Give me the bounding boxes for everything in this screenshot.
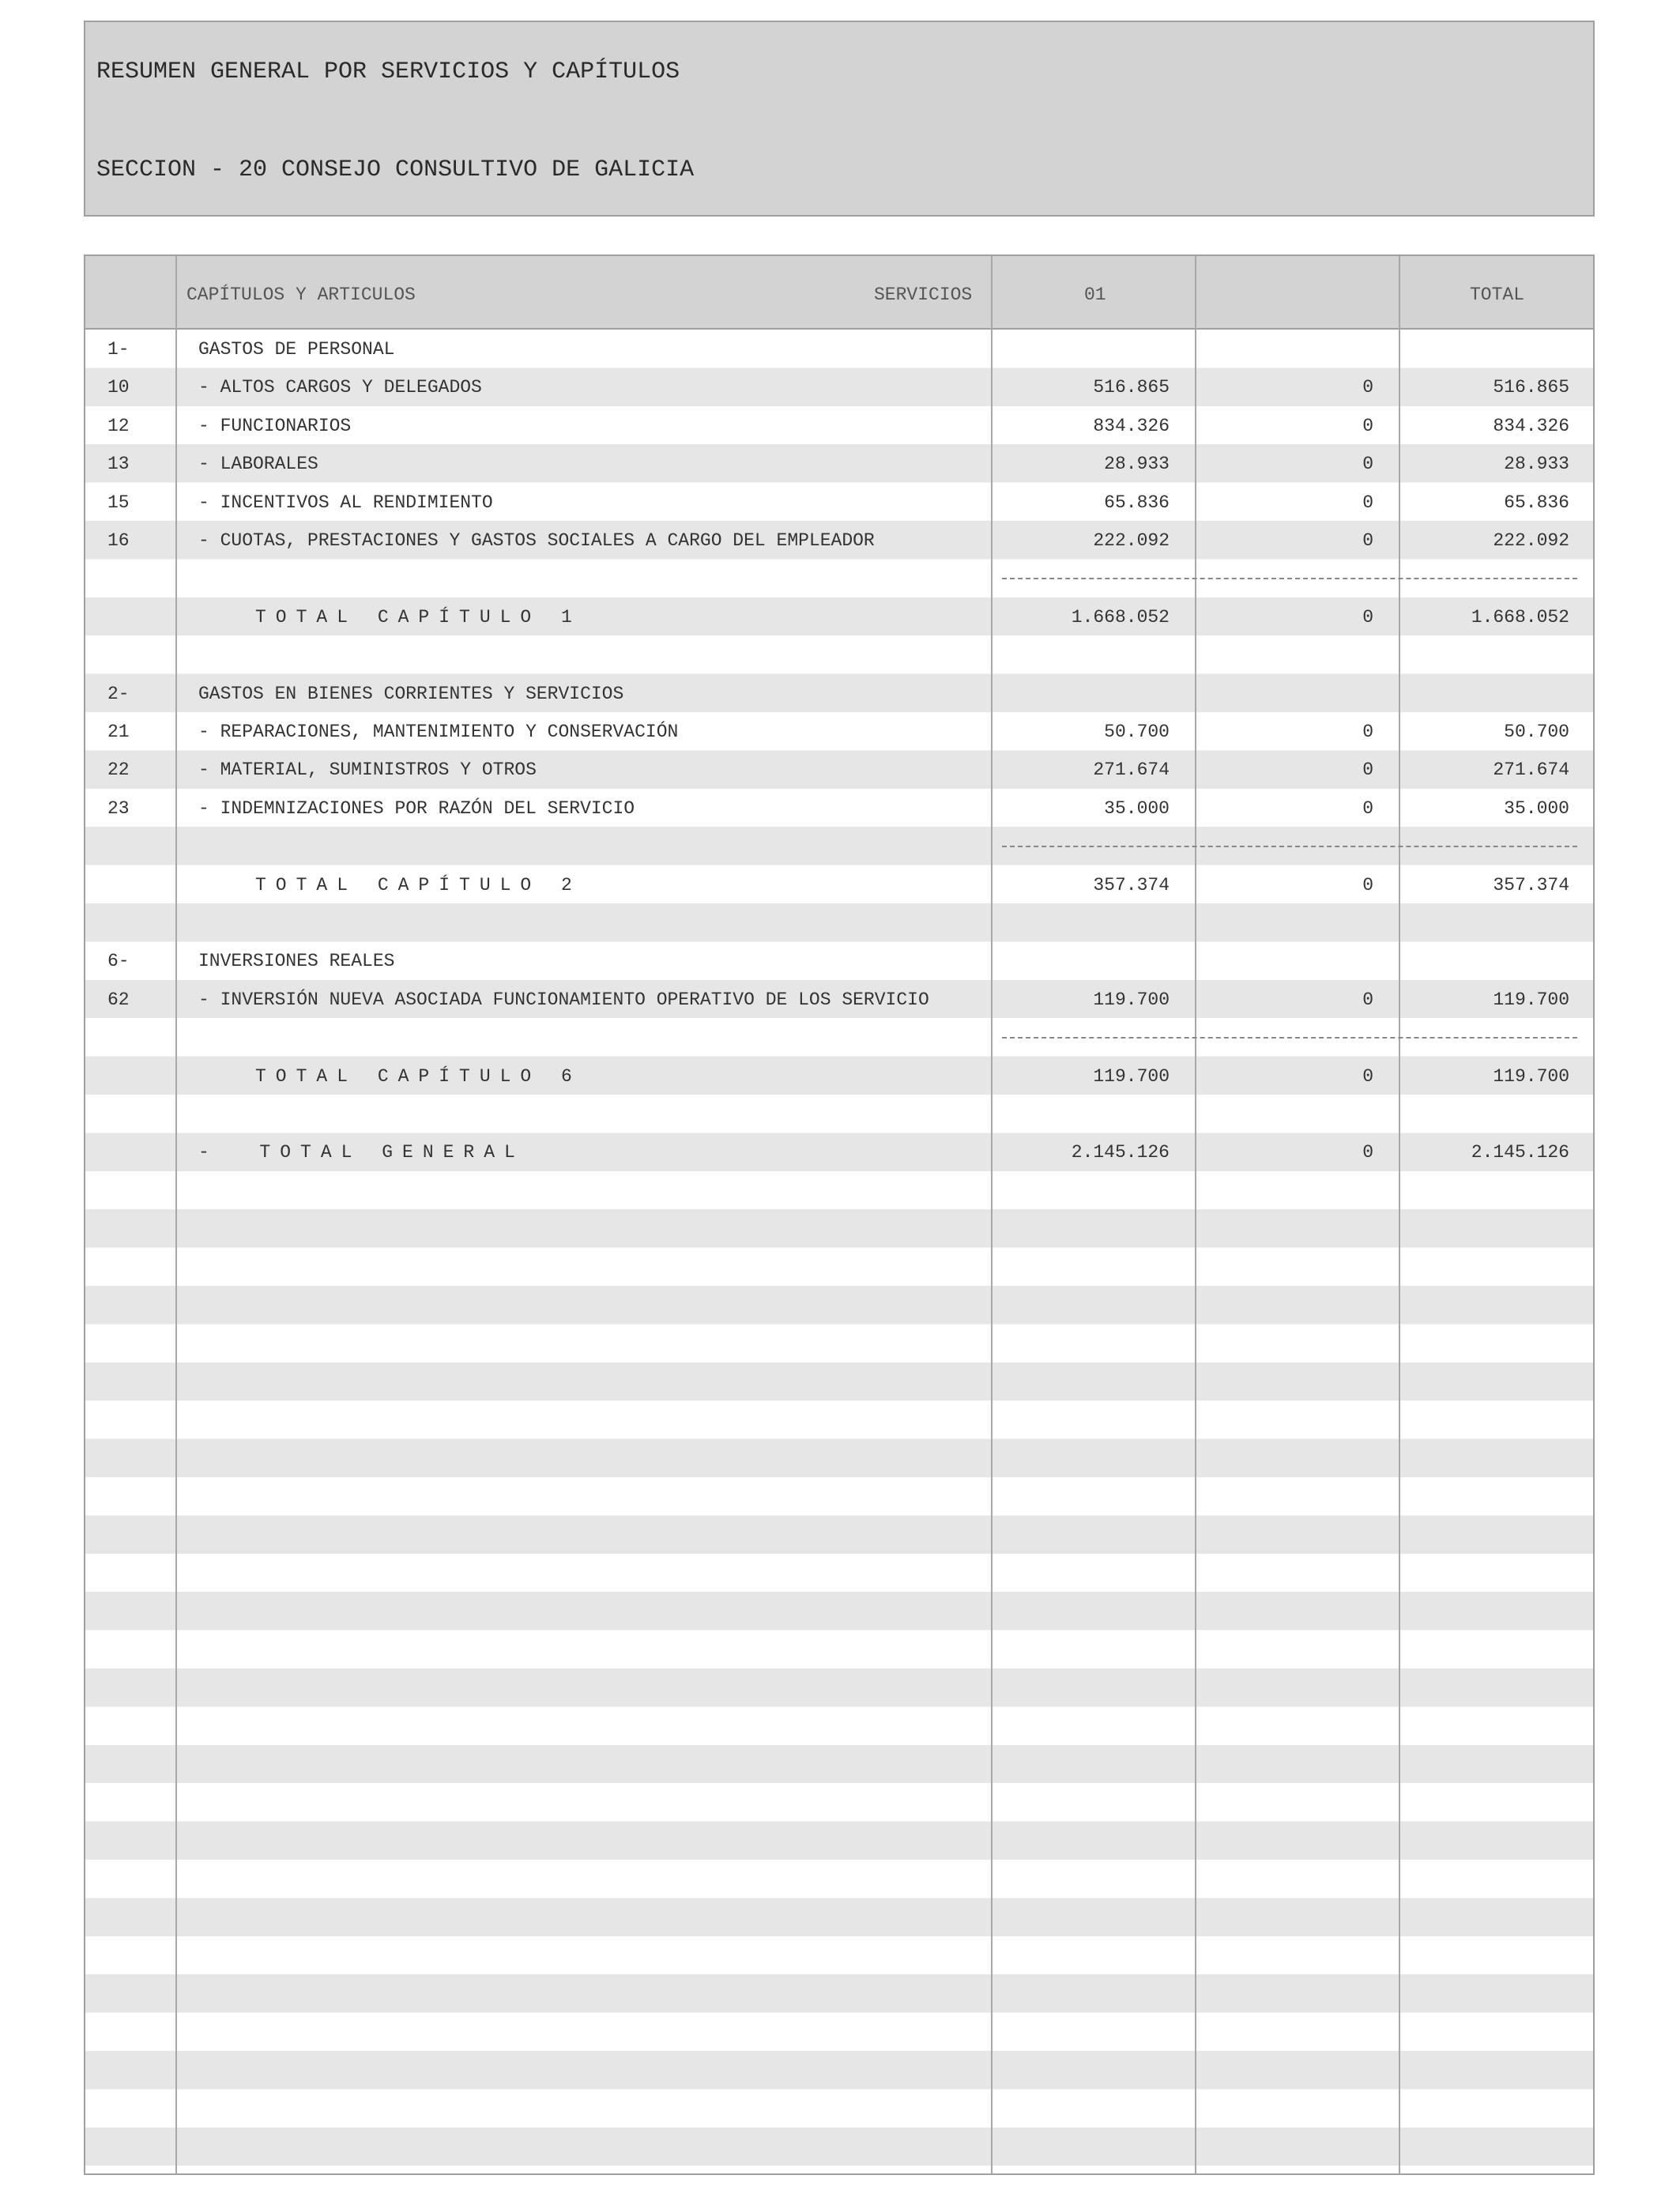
table-row [85, 941, 1593, 979]
row-desc: - REPARACIONES, MANTENIMIENTO Y CONSERVACIÓN [198, 722, 679, 742]
subtotal-separator [85, 559, 1593, 597]
row-desc: - LABORALES [198, 454, 318, 475]
row-desc: TOTAL CAPÍTULO 1 [255, 606, 582, 628]
value-02: 0 [1362, 377, 1373, 398]
row-desc: - INVERSIÓN NUEVA ASOCIADA FUNCIONAMIENTO OPERATIVO DE LOS SERVICIO [198, 989, 929, 1010]
table-row [85, 406, 1593, 444]
table-row [85, 444, 1593, 482]
row-desc: - ALTOS CARGOS Y DELEGADOS [198, 377, 482, 398]
report-title: RESUMEN GENERAL POR SERVICIOS Y CAPÍTULOS [96, 58, 680, 85]
value-total: 119.700 [1493, 1065, 1569, 1087]
value-01: 516.865 [1093, 377, 1170, 398]
value-total: 28.933 [1504, 454, 1569, 475]
row-desc: - MATERIAL, SUMINISTROS Y OTROS [198, 760, 537, 781]
row-code: 13 [107, 454, 130, 475]
value-02: 0 [1362, 606, 1373, 628]
row-desc: INVERSIONES REALES [198, 951, 395, 972]
table-row [85, 789, 1593, 827]
value-02: 0 [1362, 797, 1373, 819]
value-total: 271.674 [1493, 760, 1569, 781]
row-code: 10 [107, 377, 130, 398]
value-01: 65.836 [1104, 492, 1170, 513]
value-total: 65.836 [1504, 492, 1569, 513]
value-01: 50.700 [1104, 722, 1170, 742]
row-code: 22 [107, 760, 130, 781]
table-row [85, 980, 1593, 1018]
value-02: 0 [1362, 1065, 1373, 1087]
row-desc: GASTOS EN BIENES CORRIENTES Y SERVICIOS [198, 683, 624, 704]
value-01: 271.674 [1093, 760, 1170, 781]
value-total: 222.092 [1493, 530, 1569, 551]
value-total: 834.326 [1493, 415, 1569, 436]
table-header [85, 256, 1593, 330]
row-code: 2- [107, 683, 130, 704]
value-02: 0 [1362, 722, 1373, 742]
table-row [85, 750, 1593, 788]
value-02: 0 [1362, 760, 1373, 781]
row-code: 62 [107, 989, 130, 1010]
row-code: 16 [107, 530, 130, 551]
table-row [85, 865, 1593, 903]
value-01: 119.700 [1093, 1065, 1170, 1087]
table-row [85, 712, 1593, 750]
value-total: 516.865 [1493, 377, 1569, 398]
row-code: 15 [107, 492, 130, 513]
table-row [85, 483, 1593, 521]
table-row [85, 1057, 1593, 1095]
value-01: 222.092 [1093, 530, 1170, 551]
dashed-separator [1002, 846, 1577, 847]
value-02: 0 [1362, 989, 1373, 1010]
table-row [85, 368, 1593, 405]
value-total: 35.000 [1504, 797, 1569, 819]
header-total: TOTAL [1470, 285, 1525, 305]
value-total: 1.668.052 [1471, 606, 1569, 628]
row-desc: - INDEMNIZACIONES POR RAZÓN DEL SERVICIO [198, 797, 635, 819]
subtotal-separator [85, 827, 1593, 865]
value-02: 0 [1362, 874, 1373, 895]
row-code: 21 [107, 722, 130, 742]
value-01: 2.145.126 [1071, 1142, 1170, 1163]
header-capitulos: CAPÍTULOS Y ARTICULOS [186, 285, 416, 305]
row-desc: - INCENTIVOS AL RENDIMIENTO [198, 492, 493, 513]
row-code: 1- [107, 339, 130, 360]
value-02: 0 [1362, 530, 1373, 551]
value-02: 0 [1362, 1142, 1373, 1163]
grand-total-row [85, 1133, 1593, 1171]
value-01: 1.668.052 [1071, 606, 1170, 628]
row-desc: - FUNCIONARIOS [198, 415, 352, 436]
section-title: SECCION - 20 CONSEJO CONSULTIVO DE GALICIA [96, 156, 695, 183]
table-row [85, 330, 1593, 368]
row-desc: GASTOS DE PERSONAL [198, 339, 395, 360]
row-desc: TOTAL CAPÍTULO 6 [255, 1065, 582, 1087]
value-02: 0 [1362, 492, 1373, 513]
table-row [85, 598, 1593, 635]
value-01: 119.700 [1093, 989, 1170, 1010]
dashed-separator [1002, 578, 1577, 579]
table-row [85, 674, 1593, 712]
row-desc: TOTAL CAPÍTULO 2 [255, 874, 582, 895]
value-total: 2.145.126 [1471, 1142, 1569, 1163]
value-total: 119.700 [1493, 989, 1569, 1010]
header-servicios: SERVICIOS [874, 285, 973, 305]
report-header [84, 21, 1595, 217]
value-02: 0 [1362, 415, 1373, 436]
value-01: 834.326 [1093, 415, 1170, 436]
value-01: 28.933 [1104, 454, 1170, 475]
table-row [85, 521, 1593, 559]
row-code: 6- [107, 951, 130, 972]
row-desc: - TOTAL GENERAL [198, 1142, 525, 1163]
row-code: 23 [107, 797, 130, 819]
value-01: 357.374 [1093, 874, 1170, 895]
value-total: 50.700 [1504, 722, 1569, 742]
value-total: 357.374 [1493, 874, 1569, 895]
header-col-01: 01 [1084, 285, 1106, 305]
value-01: 35.000 [1104, 797, 1170, 819]
budget-table [84, 254, 1595, 2175]
row-code: 12 [107, 415, 130, 436]
row-desc: - CUOTAS, PRESTACIONES Y GASTOS SOCIALES A CARGO DEL EMPLEADOR [198, 530, 875, 551]
subtotal-separator [85, 1018, 1593, 1056]
value-02: 0 [1362, 454, 1373, 475]
dashed-separator [1002, 1037, 1577, 1039]
